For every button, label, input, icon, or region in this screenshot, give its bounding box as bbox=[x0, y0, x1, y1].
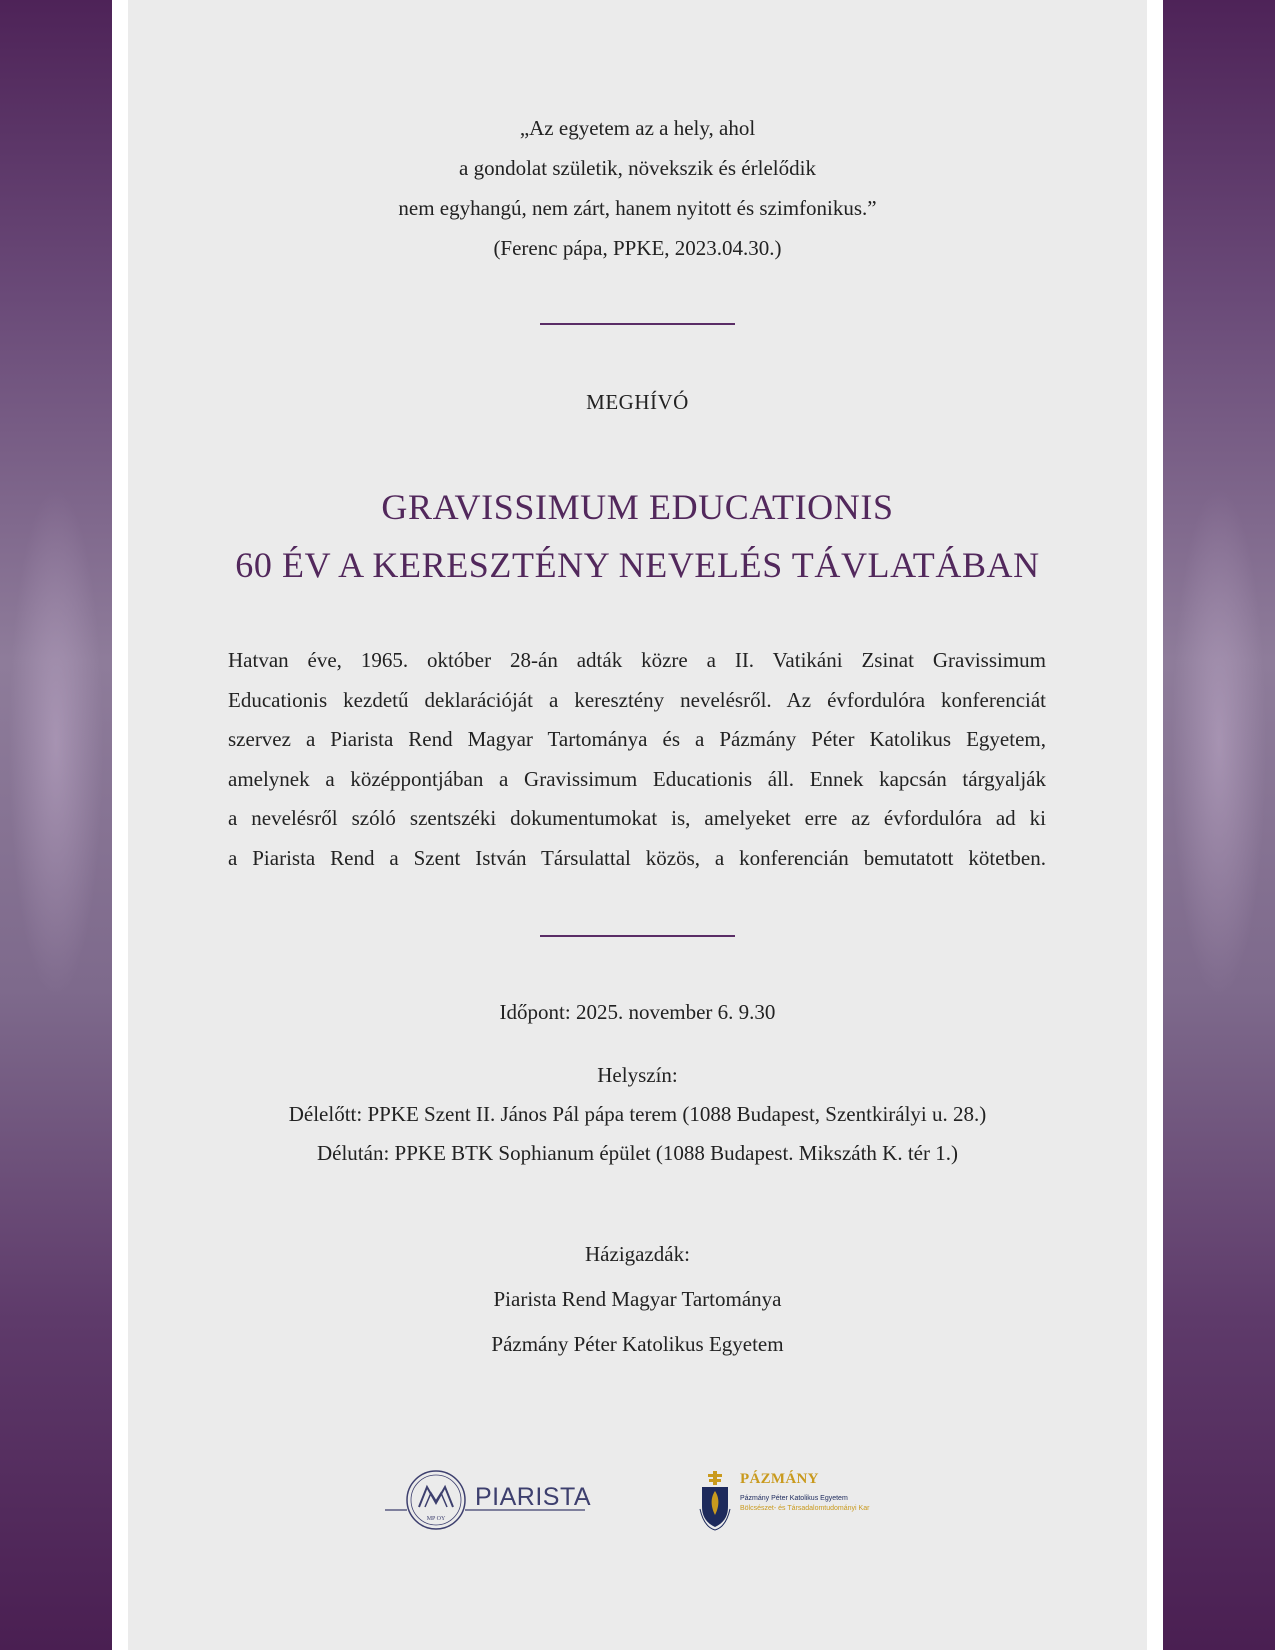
divider-top bbox=[540, 323, 735, 325]
venue-label: Helyszín: bbox=[597, 1063, 678, 1087]
pazmany-logo bbox=[698, 1469, 878, 1539]
paragraph-line: Hatvan éve, 1965. október 28-án adták közre a II. Vatikáni Zsinat Gravissimum bbox=[228, 648, 1046, 672]
invitation-label: MEGHÍVÓ bbox=[586, 390, 689, 414]
title-line-2: 60 ÉV A KERESZTÉNY NEVELÉS TÁVLATÁBAN bbox=[235, 545, 1040, 585]
piarista-seal-text: MP OY bbox=[426, 1516, 446, 1522]
logo-row bbox=[128, 1465, 1147, 1545]
pope-quote bbox=[128, 108, 1147, 268]
quote-line: a gondolat születik, növekszik és érlelődik bbox=[459, 156, 816, 180]
paragraph-line: amelynek a középpontjában a Gravissimum Educationis áll. Ennek kapcsán tárgyalják bbox=[228, 766, 1046, 791]
pazmany-faculty-name: Bölcsészet- és Társadalomtudományi Kar bbox=[740, 1505, 870, 1512]
pazmany-university-name: Pázmány Péter Katolikus Egyetem bbox=[740, 1495, 848, 1502]
divider-bottom bbox=[540, 935, 735, 937]
quote-line: „Az egyetem az a hely, ahol bbox=[519, 116, 756, 140]
venue-afternoon: Délután: PPKE BTK Sophianum épület (1088 Budapest. Mikszáth K. tér 1.) bbox=[316, 1141, 958, 1165]
paragraph-line: a Piarista Rend a Szent István Társulattal közös, a konferencián bemutatott kötetben. bbox=[228, 845, 1046, 870]
paragraph-line: Educationis kezdetű deklarációját a keresztény nevelésről. Az évfordulóra konferenciát bbox=[228, 687, 1046, 712]
paragraph-line: a nevelésről szóló szentszéki dokumentumokat is, amelyeket erre az évfordulóra ad ki bbox=[228, 806, 1046, 830]
title-line-1: GRAVISSIMUM EDUCATIONIS bbox=[381, 487, 894, 527]
piarista-wordmark: PIARISTA bbox=[475, 1483, 592, 1511]
invitation-panel bbox=[128, 0, 1147, 1650]
venue-morning: Délelőtt: PPKE Szent II. János Pál pápa terem (1088 Budapest, Szentkirályi u. 28.) bbox=[288, 1102, 987, 1126]
right-purple-border bbox=[1163, 0, 1275, 1650]
description-paragraph bbox=[228, 641, 1046, 878]
pazmany-crest-icon bbox=[698, 1469, 738, 1531]
left-white-strip bbox=[112, 0, 128, 1650]
pazmany-wordmark: PÁZMÁNY bbox=[740, 1471, 819, 1487]
host-pazmany: Pázmány Péter Katolikus Egyetem bbox=[491, 1332, 784, 1356]
left-purple-border bbox=[0, 0, 112, 1650]
event-time: Időpont: 2025. november 6. 9.30 bbox=[499, 1000, 776, 1024]
event-title bbox=[128, 478, 1147, 594]
right-white-strip bbox=[1147, 0, 1163, 1650]
quote-line: nem egyhangú, nem zárt, hanem nyitott és szimfonikus.” bbox=[398, 196, 877, 220]
piarista-logo bbox=[385, 1465, 592, 1535]
host-piarista: Piarista Rend Magyar Tartománya bbox=[493, 1287, 782, 1311]
paragraph-line: szervez a Piarista Rend Magyar Tartománya és a Pázmány Péter Katolikus Egyetem, bbox=[228, 727, 1046, 751]
hosts-label: Házigazdák: bbox=[585, 1242, 690, 1266]
quote-attribution: (Ferenc pápa, PPKE, 2023.04.30.) bbox=[493, 236, 782, 260]
